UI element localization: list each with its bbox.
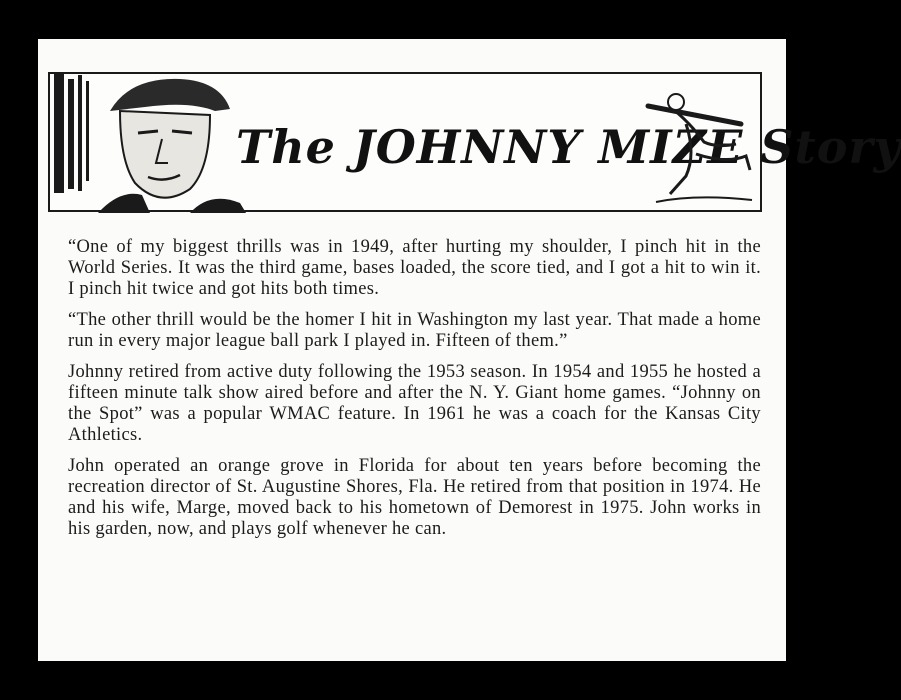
player-portrait-illustration [50, 71, 250, 213]
paragraph-2: “The other thrill would be the homer I hit in Washington my last year. That made a home run in every major league ball park I played in. Fifteen of them.” [68, 310, 761, 351]
paragraph-1: “One of my biggest thrills was in 1949, after hurting my shoulder, I pinch hit in the World Series. It was the third game, bases loaded, the score tied, and I got a hit to win it. I pinch hit twice and got hits both times. [68, 237, 761, 299]
story-card [38, 39, 901, 661]
card-title: The JOHNNY MIZE Story [236, 120, 901, 174]
paragraph-4: John operated an orange grove in Florida for about ten years before becoming the recreation director of St. Augustine Shores, Fla. He retired from that position in 1974. He and his wife, Marge, moved back to his hometown of Demorest in 1975. John works in his garden, now, and plays golf whenever he can. [68, 456, 761, 539]
batter-illustration [646, 84, 756, 208]
card-header-banner [48, 72, 901, 212]
paragraph-3: Johnny retired from active duty following the 1953 season. In 1954 and 1955 he hosted a fifteen minute talk show aired before and after the N. Y. Giant home games. “Johnny on the Spot” was a popular WMAC feature. In 1961 he was a coach for the Kansas City Athletics. [68, 362, 761, 445]
story-body [68, 237, 761, 550]
